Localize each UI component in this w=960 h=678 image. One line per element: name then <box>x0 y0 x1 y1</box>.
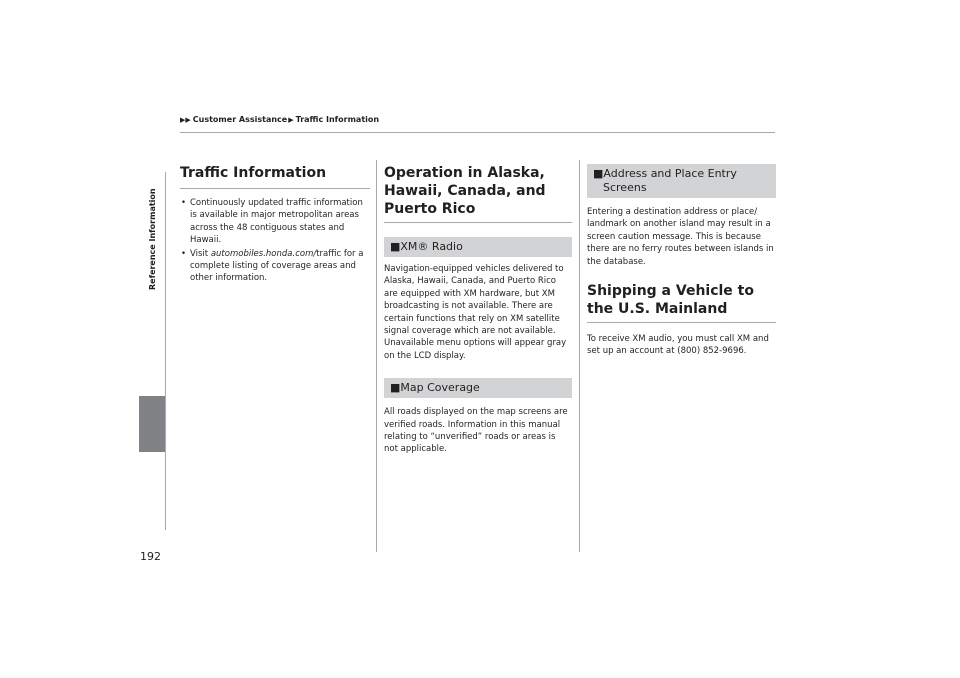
bullet-text-prefix: Visit <box>190 248 211 259</box>
side-divider <box>165 172 166 530</box>
breadcrumb <box>180 115 379 124</box>
bullet-text-suffix: traffic for a complete listing of coverage areas and other information. <box>190 248 364 284</box>
column-divider <box>376 160 377 552</box>
column-operation-alaska <box>384 164 572 456</box>
column-address-and-shipping <box>587 164 776 358</box>
list-item <box>180 197 370 247</box>
paragraph-map-coverage: All roads displayed on the map screens are verified roads. Information in this manual relating to “unverified” roads or areas is not applicable. <box>384 407 568 455</box>
list-item <box>180 248 370 285</box>
heading-operation-alaska-hawaii-canada-puerto-rico: Operation in Alaska, Hawaii, Canada, and Puerto Rico <box>384 165 546 217</box>
heading-rule <box>180 188 370 189</box>
heading-rule <box>587 322 776 323</box>
subheading-address-place-entry-screens <box>587 164 776 198</box>
website-link[interactable]: automobiles.honda.com/ <box>210 248 317 259</box>
paragraph-shipping-vehicle: To receive XM audio, you must call XM and set up an account at (800) 852-9696. <box>587 334 769 357</box>
paragraph-xm-radio: Navigation-equipped vehicles delivered to Alaska, Hawaii, Canada, and Puerto Rico are equipped with XM hardware, but XM broadcasting is not available. There are certain functions that rely on XM satellite signal coverage which are not available. Unavailable menu options will appear gray on the LCD display. <box>384 264 567 361</box>
page-number: 192 <box>140 550 161 563</box>
subheading-map-coverage: ■Map Coverage <box>384 378 572 398</box>
breadcrumb-item-customer-assistance[interactable]: Customer Assistance <box>192 115 288 124</box>
bullet-icon: • <box>181 248 187 259</box>
section-side-label: Reference Information <box>148 188 157 290</box>
subheading-xm-radio: ■XM® Radio <box>384 237 572 257</box>
paragraph-address-place-entry: Entering a destination address or place/ landmark on another island may result in a screen caution message. This is because there are no ferry routes between islands in the database. <box>587 207 774 267</box>
header-divider <box>180 132 775 133</box>
subheading-text: ■Address and Place Entry Screens <box>593 167 737 194</box>
breadcrumb-arrow-icon: ▶ <box>288 116 294 124</box>
heading-traffic-information: Traffic Information <box>180 165 327 181</box>
heading-shipping-vehicle: Shipping a Vehicle to the U.S. Mainland <box>587 283 754 318</box>
bullet-icon: • <box>181 198 187 208</box>
column-traffic-information <box>180 164 370 286</box>
heading-rule <box>384 222 572 223</box>
traffic-info-list <box>180 197 370 285</box>
bullet-text: Continuously updated traffic information is available in major metropolitan areas across the 48 contiguous states and Hawaii. <box>190 198 363 246</box>
section-thumb-tab <box>139 396 165 452</box>
breadcrumb-arrow-icon: ▶▶ <box>180 116 191 124</box>
column-divider <box>579 160 580 552</box>
breadcrumb-item-traffic-information: Traffic Information <box>295 115 380 124</box>
